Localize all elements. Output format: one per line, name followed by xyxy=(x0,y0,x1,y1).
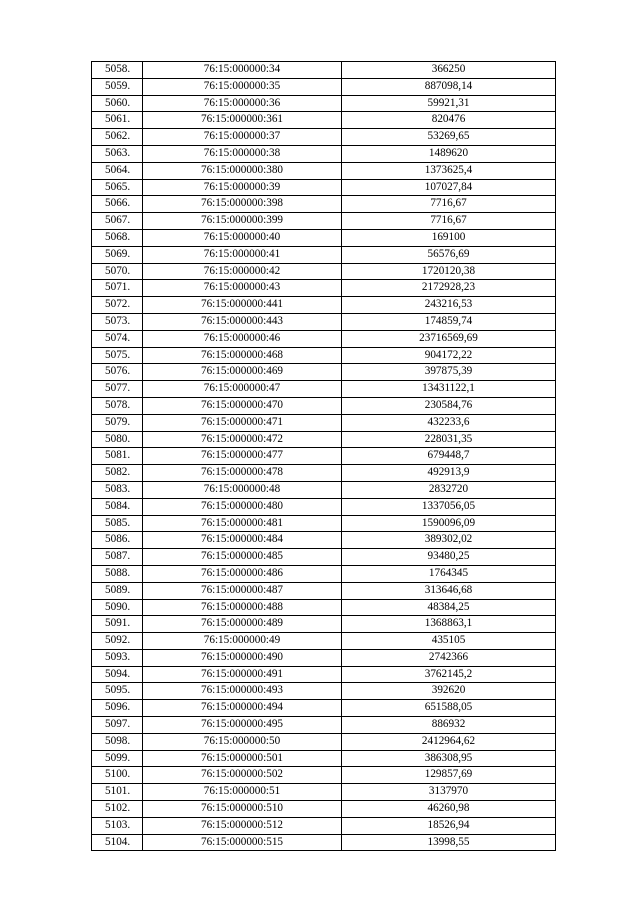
table-row xyxy=(92,414,556,431)
cadastral-number-cell: 76:15:000000:48 xyxy=(143,481,342,498)
row-number-cell: 5061. xyxy=(92,112,143,129)
row-number-cell: 5097. xyxy=(92,717,143,734)
value-cell: 230584,76 xyxy=(342,397,556,414)
value-cell: 1764345 xyxy=(342,565,556,582)
row-number-cell: 5095. xyxy=(92,683,143,700)
row-number-cell: 5077. xyxy=(92,381,143,398)
table-row xyxy=(92,616,556,633)
row-number-cell: 5060. xyxy=(92,95,143,112)
value-cell: 18526,94 xyxy=(342,817,556,834)
value-cell: 397875,39 xyxy=(342,364,556,381)
value-cell: 392620 xyxy=(342,683,556,700)
value-cell: 435105 xyxy=(342,633,556,650)
cadastral-number-cell: 76:15:000000:34 xyxy=(143,62,342,79)
value-cell: 243216,53 xyxy=(342,297,556,314)
row-number-cell: 5079. xyxy=(92,414,143,431)
row-number-cell: 5086. xyxy=(92,532,143,549)
table-row xyxy=(92,599,556,616)
cadastral-number-cell: 76:15:000000:46 xyxy=(143,330,342,347)
value-cell: 1337056,05 xyxy=(342,498,556,515)
value-cell: 2742366 xyxy=(342,649,556,666)
row-number-cell: 5065. xyxy=(92,179,143,196)
cadastral-number-cell: 76:15:000000:47 xyxy=(143,381,342,398)
value-cell: 46260,98 xyxy=(342,801,556,818)
cadastral-number-cell: 76:15:000000:470 xyxy=(143,397,342,414)
cadastral-number-cell: 76:15:000000:36 xyxy=(143,95,342,112)
table-row xyxy=(92,95,556,112)
value-cell: 3137970 xyxy=(342,784,556,801)
row-number-cell: 5084. xyxy=(92,498,143,515)
table-row xyxy=(92,481,556,498)
cadastral-number-cell: 76:15:000000:515 xyxy=(143,834,342,851)
row-number-cell: 5093. xyxy=(92,649,143,666)
cadastral-number-cell: 76:15:000000:488 xyxy=(143,599,342,616)
row-number-cell: 5091. xyxy=(92,616,143,633)
row-number-cell: 5073. xyxy=(92,313,143,330)
cadastral-number-cell: 76:15:000000:468 xyxy=(143,347,342,364)
value-cell: 48384,25 xyxy=(342,599,556,616)
table-row xyxy=(92,280,556,297)
table-row xyxy=(92,683,556,700)
document-page xyxy=(91,61,553,851)
value-cell: 107027,84 xyxy=(342,179,556,196)
row-number-cell: 5081. xyxy=(92,448,143,465)
cadastral-number-cell: 76:15:000000:469 xyxy=(143,364,342,381)
cadastral-number-cell: 76:15:000000:486 xyxy=(143,565,342,582)
row-number-cell: 5059. xyxy=(92,78,143,95)
table-row xyxy=(92,297,556,314)
row-number-cell: 5090. xyxy=(92,599,143,616)
row-number-cell: 5101. xyxy=(92,784,143,801)
value-cell: 366250 xyxy=(342,62,556,79)
cadastral-number-cell: 76:15:000000:35 xyxy=(143,78,342,95)
cadastral-number-cell: 76:15:000000:51 xyxy=(143,784,342,801)
cadastral-number-cell: 76:15:000000:494 xyxy=(143,700,342,717)
value-cell: 492913,9 xyxy=(342,465,556,482)
value-cell: 2832720 xyxy=(342,481,556,498)
row-number-cell: 5068. xyxy=(92,229,143,246)
table-row xyxy=(92,834,556,851)
row-number-cell: 5087. xyxy=(92,549,143,566)
row-number-cell: 5099. xyxy=(92,750,143,767)
row-number-cell: 5071. xyxy=(92,280,143,297)
value-cell: 169100 xyxy=(342,229,556,246)
row-number-cell: 5092. xyxy=(92,633,143,650)
cadastral-number-cell: 76:15:000000:399 xyxy=(143,213,342,230)
table-row xyxy=(92,347,556,364)
value-cell: 313646,68 xyxy=(342,582,556,599)
cadastral-number-cell: 76:15:000000:38 xyxy=(143,145,342,162)
cadastral-number-cell: 76:15:000000:443 xyxy=(143,313,342,330)
row-number-cell: 5103. xyxy=(92,817,143,834)
cadastral-number-cell: 76:15:000000:485 xyxy=(143,549,342,566)
cadastral-number-cell: 76:15:000000:502 xyxy=(143,767,342,784)
cadastral-number-cell: 76:15:000000:477 xyxy=(143,448,342,465)
row-number-cell: 5100. xyxy=(92,767,143,784)
cadastral-number-cell: 76:15:000000:39 xyxy=(143,179,342,196)
row-number-cell: 5088. xyxy=(92,565,143,582)
value-cell: 174859,74 xyxy=(342,313,556,330)
table-row xyxy=(92,112,556,129)
row-number-cell: 5058. xyxy=(92,62,143,79)
row-number-cell: 5098. xyxy=(92,733,143,750)
row-number-cell: 5070. xyxy=(92,263,143,280)
value-cell: 1720120,38 xyxy=(342,263,556,280)
table-row xyxy=(92,784,556,801)
table-row xyxy=(92,129,556,146)
table-row xyxy=(92,78,556,95)
table-body xyxy=(92,62,556,851)
value-cell: 129857,69 xyxy=(342,767,556,784)
cadastral-number-cell: 76:15:000000:43 xyxy=(143,280,342,297)
row-number-cell: 5104. xyxy=(92,834,143,851)
table-row xyxy=(92,801,556,818)
table-row xyxy=(92,565,556,582)
value-cell: 1373625,4 xyxy=(342,162,556,179)
cadastral-number-cell: 76:15:000000:42 xyxy=(143,263,342,280)
row-number-cell: 5085. xyxy=(92,515,143,532)
row-number-cell: 5102. xyxy=(92,801,143,818)
value-cell: 7716,67 xyxy=(342,196,556,213)
value-cell: 887098,14 xyxy=(342,78,556,95)
table-row xyxy=(92,817,556,834)
table-row xyxy=(92,549,556,566)
table-row xyxy=(92,750,556,767)
value-cell: 13431122,1 xyxy=(342,381,556,398)
value-cell: 13998,55 xyxy=(342,834,556,851)
table-row xyxy=(92,246,556,263)
cadastral-number-cell: 76:15:000000:441 xyxy=(143,297,342,314)
row-number-cell: 5096. xyxy=(92,700,143,717)
value-cell: 2412964,62 xyxy=(342,733,556,750)
value-cell: 7716,67 xyxy=(342,213,556,230)
table-row xyxy=(92,179,556,196)
cadastral-number-cell: 76:15:000000:495 xyxy=(143,717,342,734)
table-row xyxy=(92,767,556,784)
value-cell: 651588,05 xyxy=(342,700,556,717)
row-number-cell: 5072. xyxy=(92,297,143,314)
value-cell: 432233,6 xyxy=(342,414,556,431)
value-cell: 3762145,2 xyxy=(342,666,556,683)
cadastral-number-cell: 76:15:000000:40 xyxy=(143,229,342,246)
row-number-cell: 5074. xyxy=(92,330,143,347)
table-row xyxy=(92,633,556,650)
cadastral-number-cell: 76:15:000000:512 xyxy=(143,817,342,834)
row-number-cell: 5083. xyxy=(92,481,143,498)
row-number-cell: 5067. xyxy=(92,213,143,230)
table-row xyxy=(92,666,556,683)
cadastral-number-cell: 76:15:000000:49 xyxy=(143,633,342,650)
cadastral-number-cell: 76:15:000000:501 xyxy=(143,750,342,767)
value-cell: 56576,69 xyxy=(342,246,556,263)
cadastral-number-cell: 76:15:000000:489 xyxy=(143,616,342,633)
cadastral-number-cell: 76:15:000000:480 xyxy=(143,498,342,515)
table-row xyxy=(92,733,556,750)
value-cell: 886932 xyxy=(342,717,556,734)
table-row xyxy=(92,700,556,717)
value-cell: 23716569,69 xyxy=(342,330,556,347)
cadastral-number-cell: 76:15:000000:478 xyxy=(143,465,342,482)
table-row xyxy=(92,229,556,246)
table-row xyxy=(92,330,556,347)
cadastral-number-cell: 76:15:000000:493 xyxy=(143,683,342,700)
table-row xyxy=(92,263,556,280)
value-cell: 93480,25 xyxy=(342,549,556,566)
cadastral-number-cell: 76:15:000000:481 xyxy=(143,515,342,532)
row-number-cell: 5066. xyxy=(92,196,143,213)
table-row xyxy=(92,465,556,482)
table-row xyxy=(92,397,556,414)
cadastral-number-cell: 76:15:000000:472 xyxy=(143,431,342,448)
row-number-cell: 5078. xyxy=(92,397,143,414)
value-cell: 1368863,1 xyxy=(342,616,556,633)
table-row xyxy=(92,448,556,465)
row-number-cell: 5062. xyxy=(92,129,143,146)
cadastral-number-cell: 76:15:000000:510 xyxy=(143,801,342,818)
table-row xyxy=(92,532,556,549)
cadastral-number-cell: 76:15:000000:491 xyxy=(143,666,342,683)
table-row xyxy=(92,162,556,179)
value-cell: 904172,22 xyxy=(342,347,556,364)
row-number-cell: 5075. xyxy=(92,347,143,364)
cadastral-number-cell: 76:15:000000:490 xyxy=(143,649,342,666)
table-row xyxy=(92,313,556,330)
cadastral-number-cell: 76:15:000000:50 xyxy=(143,733,342,750)
row-number-cell: 5094. xyxy=(92,666,143,683)
cadastral-number-cell: 76:15:000000:471 xyxy=(143,414,342,431)
cadastral-number-cell: 76:15:000000:484 xyxy=(143,532,342,549)
row-number-cell: 5064. xyxy=(92,162,143,179)
table-row xyxy=(92,582,556,599)
table-row xyxy=(92,145,556,162)
table-row xyxy=(92,649,556,666)
value-cell: 389302,02 xyxy=(342,532,556,549)
row-number-cell: 5089. xyxy=(92,582,143,599)
cadastral-number-cell: 76:15:000000:37 xyxy=(143,129,342,146)
cadastral-number-cell: 76:15:000000:487 xyxy=(143,582,342,599)
table-row xyxy=(92,62,556,79)
table-row xyxy=(92,431,556,448)
value-cell: 228031,35 xyxy=(342,431,556,448)
table-row xyxy=(92,213,556,230)
table-row xyxy=(92,515,556,532)
table-row xyxy=(92,196,556,213)
value-cell: 679448,7 xyxy=(342,448,556,465)
table-row xyxy=(92,717,556,734)
value-cell: 1489620 xyxy=(342,145,556,162)
value-cell: 2172928,23 xyxy=(342,280,556,297)
row-number-cell: 5080. xyxy=(92,431,143,448)
cadastral-number-cell: 76:15:000000:398 xyxy=(143,196,342,213)
value-cell: 1590096,09 xyxy=(342,515,556,532)
value-cell: 820476 xyxy=(342,112,556,129)
row-number-cell: 5076. xyxy=(92,364,143,381)
value-cell: 59921,31 xyxy=(342,95,556,112)
cadastral-number-cell: 76:15:000000:380 xyxy=(143,162,342,179)
row-number-cell: 5069. xyxy=(92,246,143,263)
cadastral-value-table xyxy=(91,61,556,851)
cadastral-number-cell: 76:15:000000:361 xyxy=(143,112,342,129)
row-number-cell: 5063. xyxy=(92,145,143,162)
row-number-cell: 5082. xyxy=(92,465,143,482)
table-row xyxy=(92,498,556,515)
value-cell: 53269,65 xyxy=(342,129,556,146)
cadastral-number-cell: 76:15:000000:41 xyxy=(143,246,342,263)
table-row xyxy=(92,381,556,398)
table-row xyxy=(92,364,556,381)
value-cell: 386308,95 xyxy=(342,750,556,767)
